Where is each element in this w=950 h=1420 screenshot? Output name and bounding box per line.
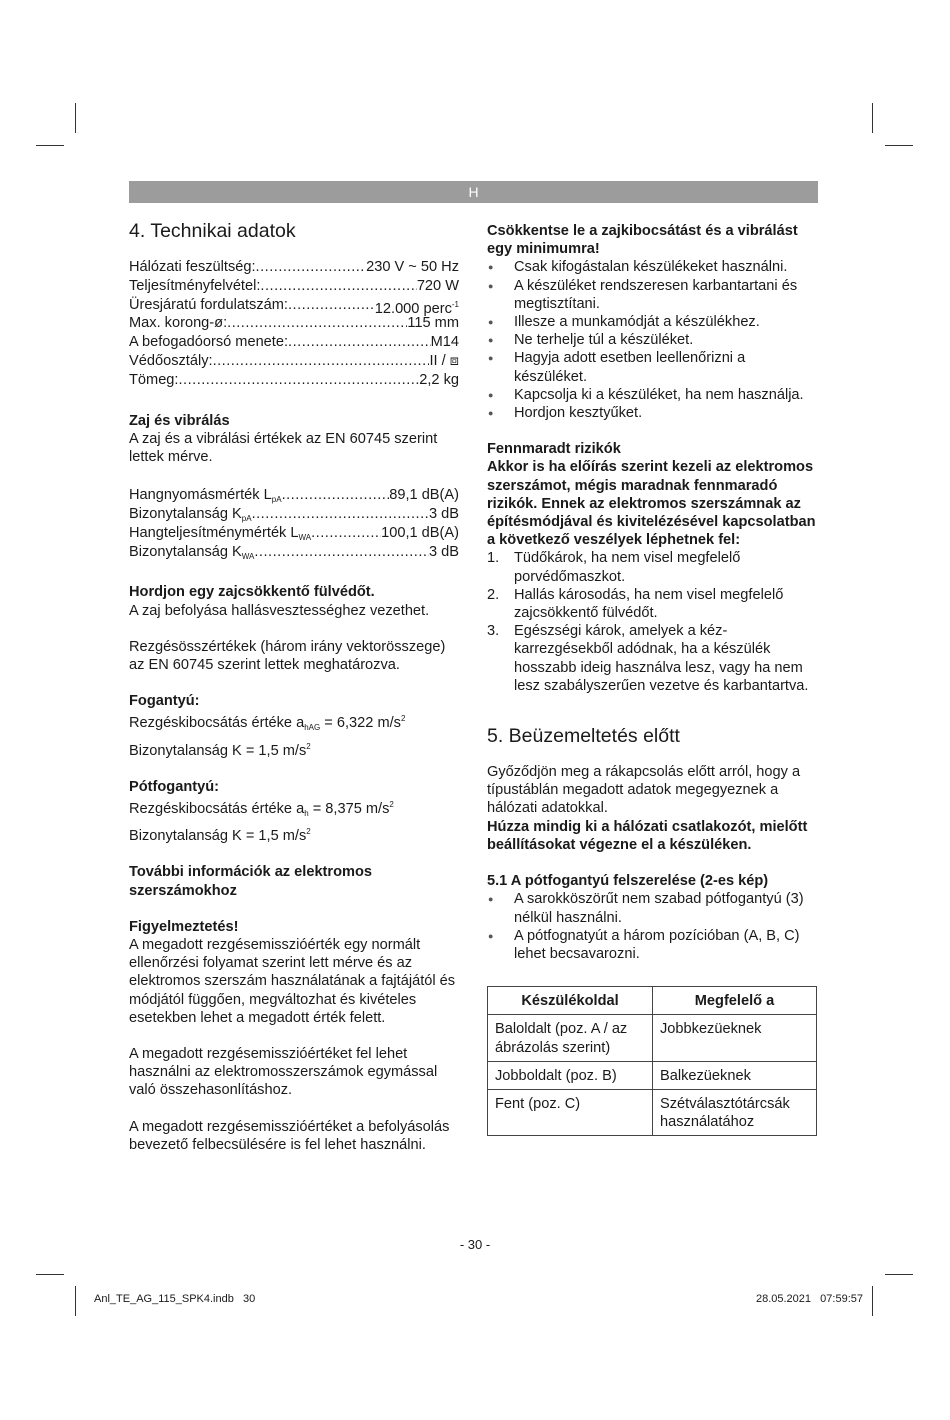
list-item: ● Hordjon kesztyűket.	[487, 404, 819, 422]
startup-text: Győződjön meg a rákapcsolás előtt arról, hogy a típustáblán megadott adatok megegyeznek a hálózati adatokkal.	[487, 764, 801, 817]
section-5-1-list	[487, 890, 819, 963]
list-item: 3. Egészségi károk, amelyek a kéz-karrezgésekből adódnak, ha a készülék hosszabb ideig használva lesz, vagy ha nem lesz szabályszerűen vezetve és karbantartva.	[487, 623, 809, 694]
table-header: Készülékoldal	[488, 987, 653, 1015]
spec-row: Hálózati feszültség: ..... 230 V ~ 50 Hz	[129, 258, 459, 277]
table-header-row	[488, 987, 817, 1015]
table-cell: Baloldalt (poz. A / az ábrázolás szerint)	[488, 1015, 653, 1061]
reduce-list	[487, 258, 819, 422]
crop-mark	[872, 1286, 873, 1316]
vibration-text: Rezgésösszértékek (három irány vektorösszege) az EN 60745 szerint lettek meghatározva.	[129, 638, 446, 673]
risk-list	[487, 549, 819, 695]
table-cell: Jobboldalt (poz. B)	[488, 1061, 653, 1089]
crop-mark	[872, 103, 873, 133]
aux-handle-value: Rezgéskibocsátás értéke $a_h = 8,375$ $m/s^2$	[129, 800, 394, 818]
list-item: ● Ne terhelje túl a készüléket.	[487, 331, 819, 349]
handle-value: Rezgéskibocsátás értéke $a_{hAG} = 6,322$ $m/s^2$	[129, 714, 406, 733]
spec-row: A befogadóorsó menete: ..... M14	[129, 333, 459, 352]
handle-title: Fogantyú:	[129, 693, 200, 710]
noise-title: Zaj és vibrálás	[129, 412, 230, 429]
risk-intro: Akkor is ha előírás szerint kezeli az elektromos szerszámot, mégis maradnak fennmaradó rizikók. Ennek az elektromos szerszámnak az építésmódjával és kivitelézésével kapcsolatban a következő veszélyek léphetnek fel:	[487, 459, 816, 549]
spec-row: Bizonytalanság $K_{pA}$ ..... 3 dB	[129, 505, 459, 524]
list-item: ● A pótfognatyút a három pozícióban (A, B, C) lehet becsavarozni.	[487, 927, 819, 963]
section-5-1-title: 5.1 A pótfogantyú felszerelése (2-es kép)	[487, 873, 769, 890]
spec-row: Hangteljesítménymérték $L_{WA}$ ..... 100,1 dB(A)	[129, 524, 459, 543]
aux-handle-uncertainty: Bizonytalanság K = 1,5 $m/s^2$	[129, 827, 311, 845]
page-number: - 30 -	[459, 1237, 491, 1252]
startup-warning: Húzza mindig ki a hálózati csatlakozót, mielőtt beállításokat végezne el a készüléken.	[487, 818, 808, 853]
reduce-title: Csökkentse le a zajkibocsátást és a vibrálást egy minimumra!	[487, 223, 798, 258]
spec-row: Hangnyomásmérték $L_{pA}$ ..... 89,1 dB(A)	[129, 486, 459, 505]
language-band: H	[129, 181, 818, 203]
table-row	[488, 1061, 817, 1089]
noise-spec-list	[129, 486, 459, 561]
table-cell: Balkezüeknek	[653, 1061, 817, 1089]
crop-mark	[885, 145, 913, 146]
crop-mark	[36, 1274, 64, 1275]
list-item: 2. Hallás károsodás, ha nem visel megfelelő zajcsökkentő fülvédőt.	[487, 586, 784, 622]
noise-text: A zaj és a vibrálási értékek az EN 60745 szerint lettek mérve.	[129, 430, 438, 465]
spec-row: Védőosztály: ..... II / ⧈	[129, 352, 459, 371]
section-5-title: 5. Beüzemeltetés előtt	[487, 725, 680, 748]
spec-row: Tömeg: ..... 2,2 kg	[129, 371, 459, 390]
ear-protection-text: A zaj befolyása hallásvesztességhez vezethet.	[129, 602, 430, 619]
crop-mark	[36, 145, 64, 146]
warning-text-1: A megadott rezgésemisszióérték egy normált ellenőrzési folyamat szerint lett mérve és az elektromos szerszám használatának a fajtájától és módjától függően, megváltozhat és kivételes esetekben lehet a megadott érték felett.	[129, 937, 456, 1026]
spec-row: Teljesítményfelvétel: ..... 720 W	[129, 277, 459, 296]
position-table	[487, 986, 817, 1136]
spec-list	[129, 258, 459, 390]
crop-mark	[75, 1286, 76, 1316]
warning-text-3: A megadott rezgésemisszióértéket a befolyásolás bevezető felbecsülésére is fel lehet használni.	[129, 1118, 450, 1153]
list-item: ● Hagyja adott esetben leellenőrizni a készüléket.	[487, 349, 819, 385]
risk-title: Fennmaradt rizikók	[487, 441, 621, 458]
more-info-title: További információk az elektromos szerszámokhoz	[129, 864, 373, 899]
left-column	[129, 218, 459, 1154]
table-row	[488, 1015, 817, 1061]
list-item: ● Illesze a munkamódját a készülékhez.	[487, 313, 819, 331]
warning-text-2: A megadott rezgésemisszióértéket fel lehet használni az elektromosszerszámok egymással való összehasonlításhoz.	[129, 1046, 438, 1099]
table-cell: Jobbkezüeknek	[653, 1015, 817, 1061]
list-item: ● A készüléket rendszeresen karbantartani és megtisztítani.	[487, 277, 819, 313]
ear-protection-title: Hordjon egy zajcsökkentő fülvédőt.	[129, 584, 375, 601]
spec-row: Max. korong-ø: ..... 115 mm	[129, 314, 459, 333]
table-row	[488, 1089, 817, 1135]
crop-mark	[75, 103, 76, 133]
list-item: ● Csak kifogástalan készülékeket használni.	[487, 258, 819, 276]
footer-timestamp: 28.05.2021 07:59:57	[755, 1293, 863, 1305]
warning-title: Figyelmeztetés!	[129, 918, 239, 935]
footer-file: Anl_TE_AG_115_SPK4.indb 30	[94, 1293, 256, 1305]
handle-uncertainty: Bizonytalanság K = 1,5 $m/s^2$	[129, 741, 311, 759]
crop-mark	[885, 1274, 913, 1275]
spec-row: Bizonytalanság $K_{WA}$ ..... 3 dB	[129, 543, 459, 562]
table-header: Megfelelő a	[653, 987, 817, 1015]
right-column	[487, 222, 819, 1136]
aux-handle-title: Pótfogantyú:	[129, 778, 219, 795]
list-item: ● Kapcsolja ki a készüléket, ha nem használja.	[487, 386, 819, 404]
list-item: ● A sarokköszörűt nem szabad pótfogantyú (3) nélkül használni.	[487, 890, 819, 926]
spec-row: Üresjáratú fordulatszám: ..... 12.000 perc$^{-1}$	[129, 296, 459, 315]
table-cell: Fent (poz. C)	[488, 1089, 653, 1135]
section-4-title: 4. Technikai adatok	[129, 220, 296, 242]
list-item: 1. Tüdőkárok, ha nem visel megfelelő porvédőmaszkot.	[487, 550, 741, 585]
table-cell: Szétválasztótárcsák használatához	[653, 1089, 817, 1135]
